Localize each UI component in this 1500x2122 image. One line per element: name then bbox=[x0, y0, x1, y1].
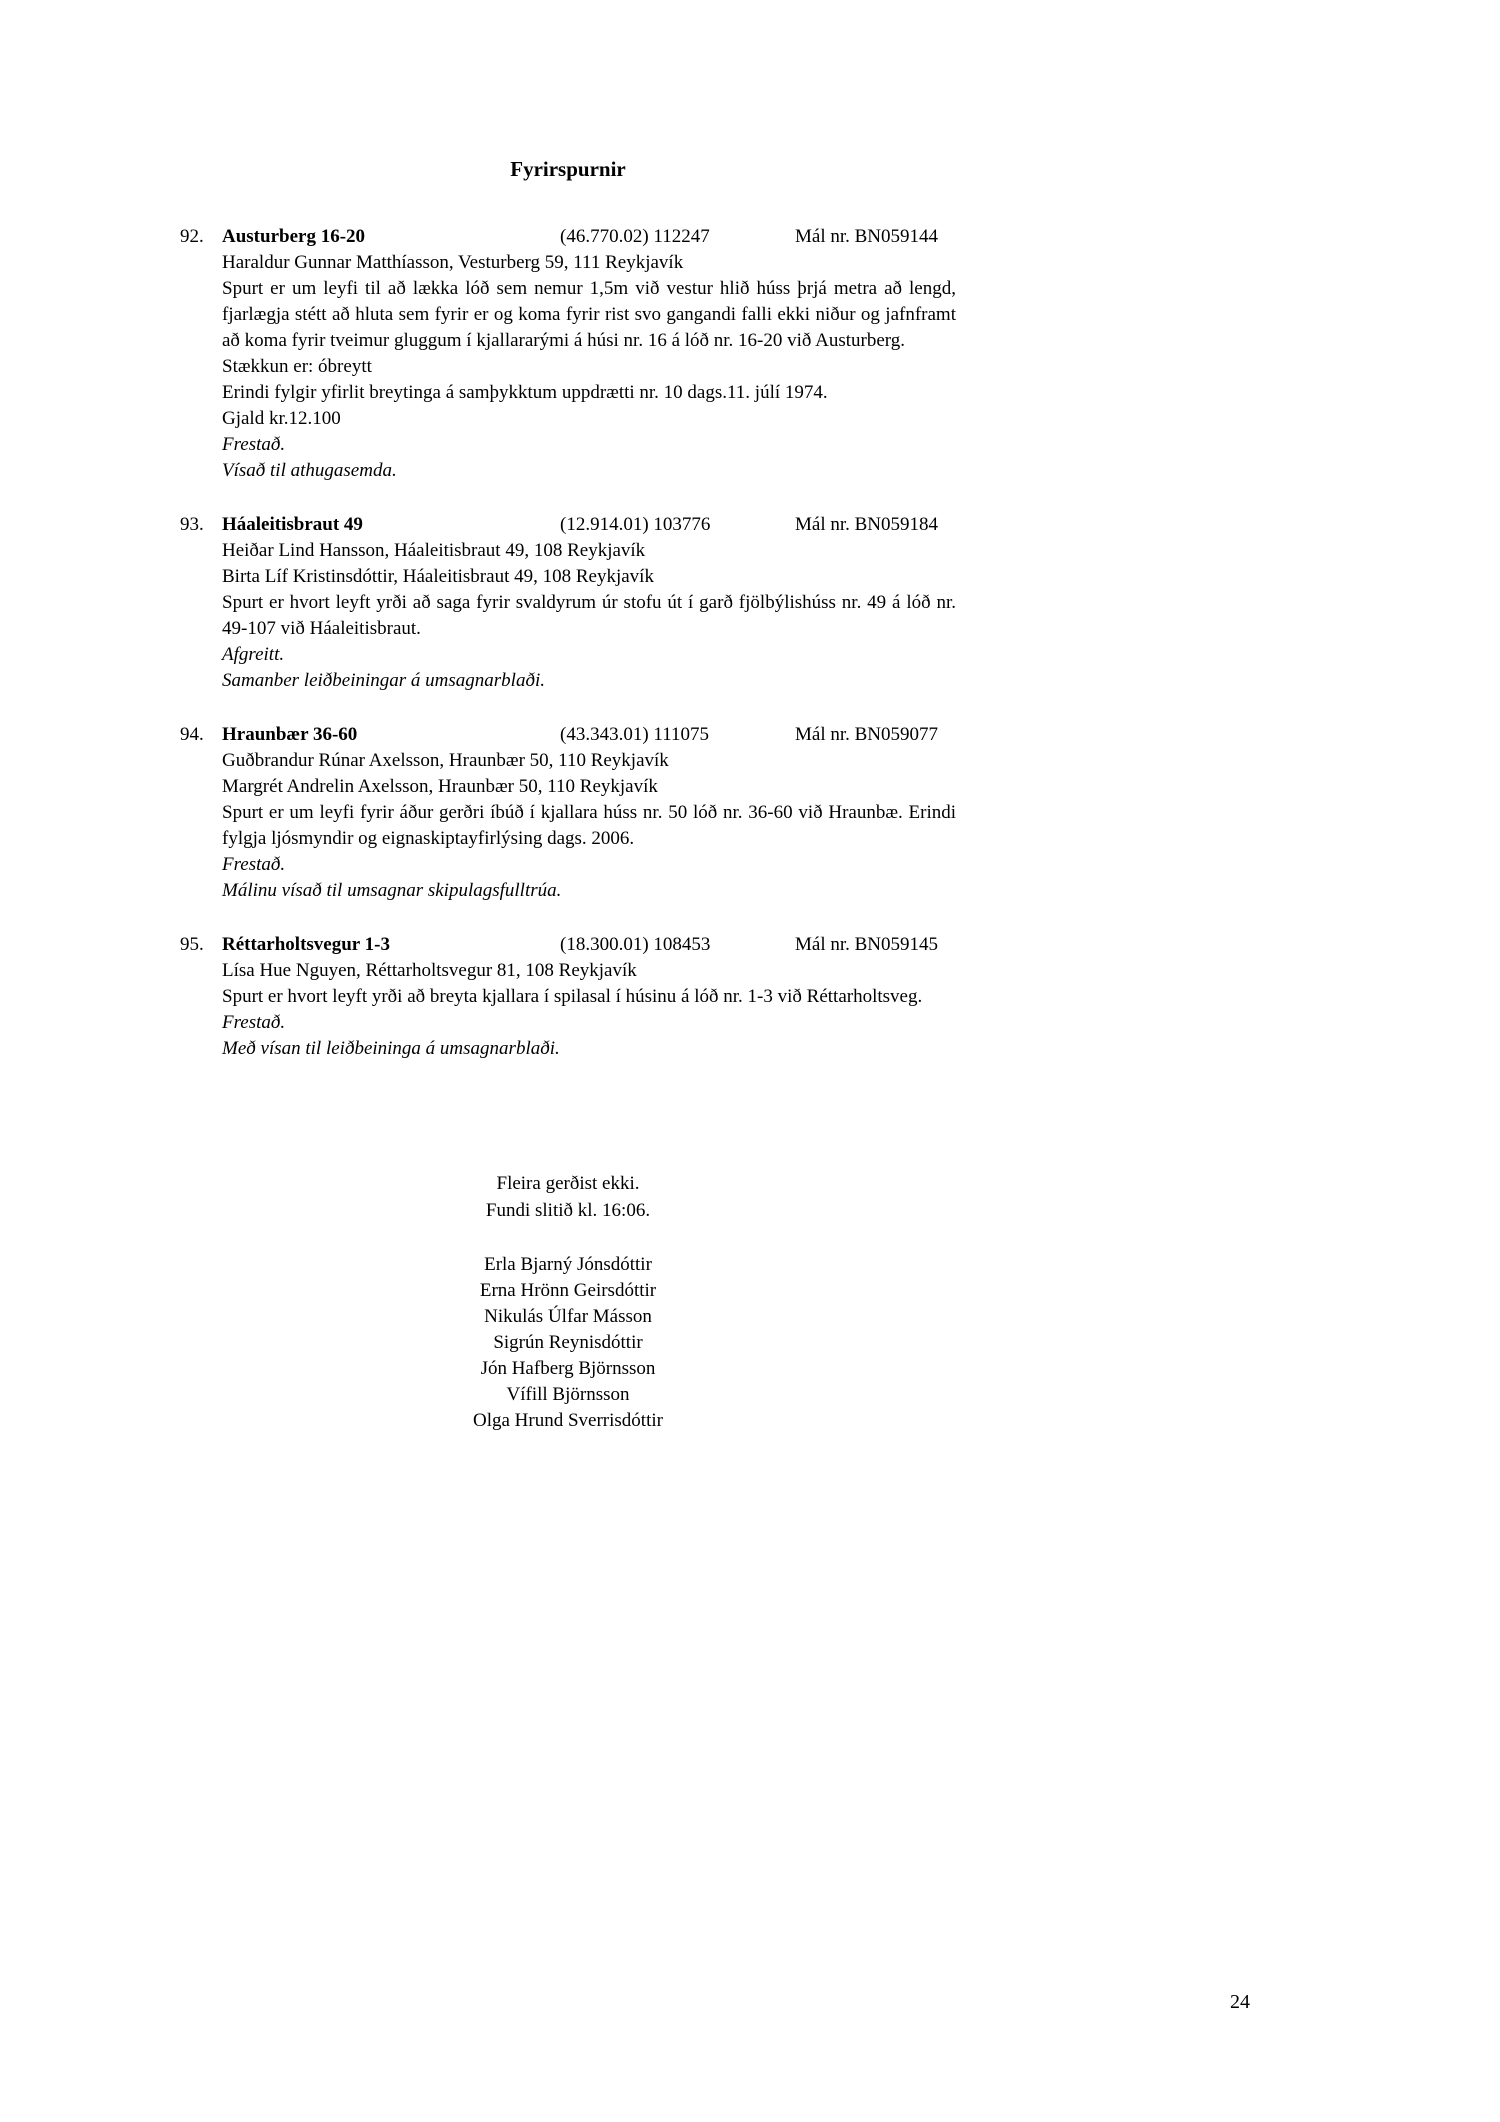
signature-name: Vífill Björnsson bbox=[506, 1384, 630, 1405]
resolution-line: Samanber leiðbeiningar á umsagnarblaði. bbox=[222, 670, 545, 691]
case-description: Spurt er um leyfi til að lækka lóð sem nemur 1,5m við vestur hlið húss þrjá metra að lengd, fjarlægja stétt að hluta sem fyrir er og koma fyrir rist svo gangandi falli ekki niður og jafnframt að koma fyrir tveimur gluggum í kjallararými á húsi nr. 16 á lóð nr. 16-20 við Austurberg. bbox=[222, 278, 956, 351]
note-line: Gjald kr.12.100 bbox=[222, 408, 341, 429]
doc-title: Fyrirspurnir bbox=[510, 157, 626, 181]
applicant-line: Birta Líf Kristinsdóttir, Háaleitisbraut 49, 108 Reykjavík bbox=[222, 566, 654, 587]
case-reference: (46.770.02) 112247 bbox=[560, 226, 710, 247]
resolution-line: Frestað. bbox=[222, 434, 286, 455]
signature-name: Erla Bjarný Jónsdóttir bbox=[484, 1254, 652, 1275]
signature-name: Erna Hrönn Geirsdóttir bbox=[479, 1280, 657, 1301]
case-header bbox=[180, 224, 956, 250]
case-body bbox=[222, 958, 956, 1062]
resolution-line: Málinu vísað til umsagnar skipulagsfulltrúa. bbox=[222, 880, 562, 901]
case-item-92 bbox=[180, 224, 956, 484]
case-address: Háaleitisbraut 49 bbox=[222, 514, 363, 535]
resolution-line: Frestað. bbox=[222, 854, 286, 875]
signature-name: Nikulás Úlfar Másson bbox=[484, 1306, 652, 1327]
case-number: 93. bbox=[180, 514, 204, 535]
note-line: Erindi fylgir yfirlit breytinga á samþykktum uppdrætti nr. 10 dags.11. júlí 1974. bbox=[222, 382, 828, 403]
case-id: Mál nr. BN059145 bbox=[795, 934, 939, 955]
note-line: Stækkun er: óbreytt bbox=[222, 356, 372, 377]
signature-name: Sigrún Reynisdóttir bbox=[493, 1332, 643, 1353]
case-address: Hraunbær 36-60 bbox=[222, 724, 358, 745]
signature-name: Olga Hrund Sverrisdóttir bbox=[473, 1410, 663, 1431]
case-body bbox=[222, 538, 956, 694]
document-content bbox=[180, 156, 956, 1434]
closing-line: Fundi slitið kl. 16:06. bbox=[485, 1200, 651, 1221]
applicant-line: Margrét Andrelin Axelsson, Hraunbær 50, 110 Reykjavík bbox=[222, 776, 658, 797]
case-header bbox=[180, 932, 956, 958]
closing-block bbox=[180, 1170, 956, 1224]
case-number: 92. bbox=[180, 226, 204, 247]
signatures-block bbox=[180, 1252, 956, 1434]
case-header bbox=[180, 722, 956, 748]
case-address: Austurberg 16-20 bbox=[222, 226, 366, 247]
applicant-line: Guðbrandur Rúnar Axelsson, Hraunbær 50, 110 Reykjavík bbox=[222, 750, 669, 771]
case-description: Spurt er um leyfi fyrir áður gerðri íbúð í kjallara húss nr. 50 lóð nr. 36-60 við Hraunbæ. Erindi fylgja ljósmyndir og eignaskiptayfirlýsing dags. 2006. bbox=[222, 802, 956, 849]
resolution-line: Með vísan til leiðbeininga á umsagnarblaði. bbox=[222, 1038, 560, 1059]
case-number: 94. bbox=[180, 724, 204, 745]
case-id: Mál nr. BN059144 bbox=[795, 226, 939, 247]
case-id: Mál nr. BN059077 bbox=[795, 724, 939, 745]
case-id: Mál nr. BN059184 bbox=[795, 514, 939, 535]
case-body bbox=[222, 250, 956, 484]
case-item-93 bbox=[180, 512, 956, 694]
page-number: 24 bbox=[1230, 1991, 1250, 2013]
resolution-line: Afgreitt. bbox=[222, 644, 285, 665]
case-item-95 bbox=[180, 932, 956, 1062]
resolution-line: Vísað til athugasemda. bbox=[222, 460, 397, 481]
signature-name: Jón Hafberg Björnsson bbox=[480, 1358, 656, 1379]
applicant-line: Haraldur Gunnar Matthíasson, Vesturberg 59, 111 Reykjavík bbox=[222, 252, 684, 273]
case-description: Spurt er hvort leyft yrði að breyta kjallara í spilasal í húsinu á lóð nr. 1-3 við Réttarholtsveg. bbox=[222, 986, 923, 1007]
case-body bbox=[222, 748, 956, 904]
applicant-line: Heiðar Lind Hansson, Háaleitisbraut 49, 108 Reykjavík bbox=[222, 540, 646, 561]
case-description: Spurt er hvort leyft yrði að saga fyrir svaldyrum úr stofu út í garð fjölbýlishúss nr. 49 á lóð nr. 49-107 við Háaleitisbraut. bbox=[222, 592, 956, 639]
case-item-94 bbox=[180, 722, 956, 904]
case-address: Réttarholtsvegur 1-3 bbox=[222, 934, 390, 955]
case-header bbox=[180, 512, 956, 538]
case-reference: (43.343.01) 111075 bbox=[560, 724, 709, 745]
resolution-line: Frestað. bbox=[222, 1012, 286, 1033]
closing-line: Fleira gerðist ekki. bbox=[496, 1173, 640, 1194]
case-reference: (12.914.01) 103776 bbox=[560, 514, 711, 535]
case-reference: (18.300.01) 108453 bbox=[560, 934, 711, 955]
applicant-line: Lísa Hue Nguyen, Réttarholtsvegur 81, 108 Reykjavík bbox=[222, 960, 637, 981]
case-number: 95. bbox=[180, 934, 204, 955]
